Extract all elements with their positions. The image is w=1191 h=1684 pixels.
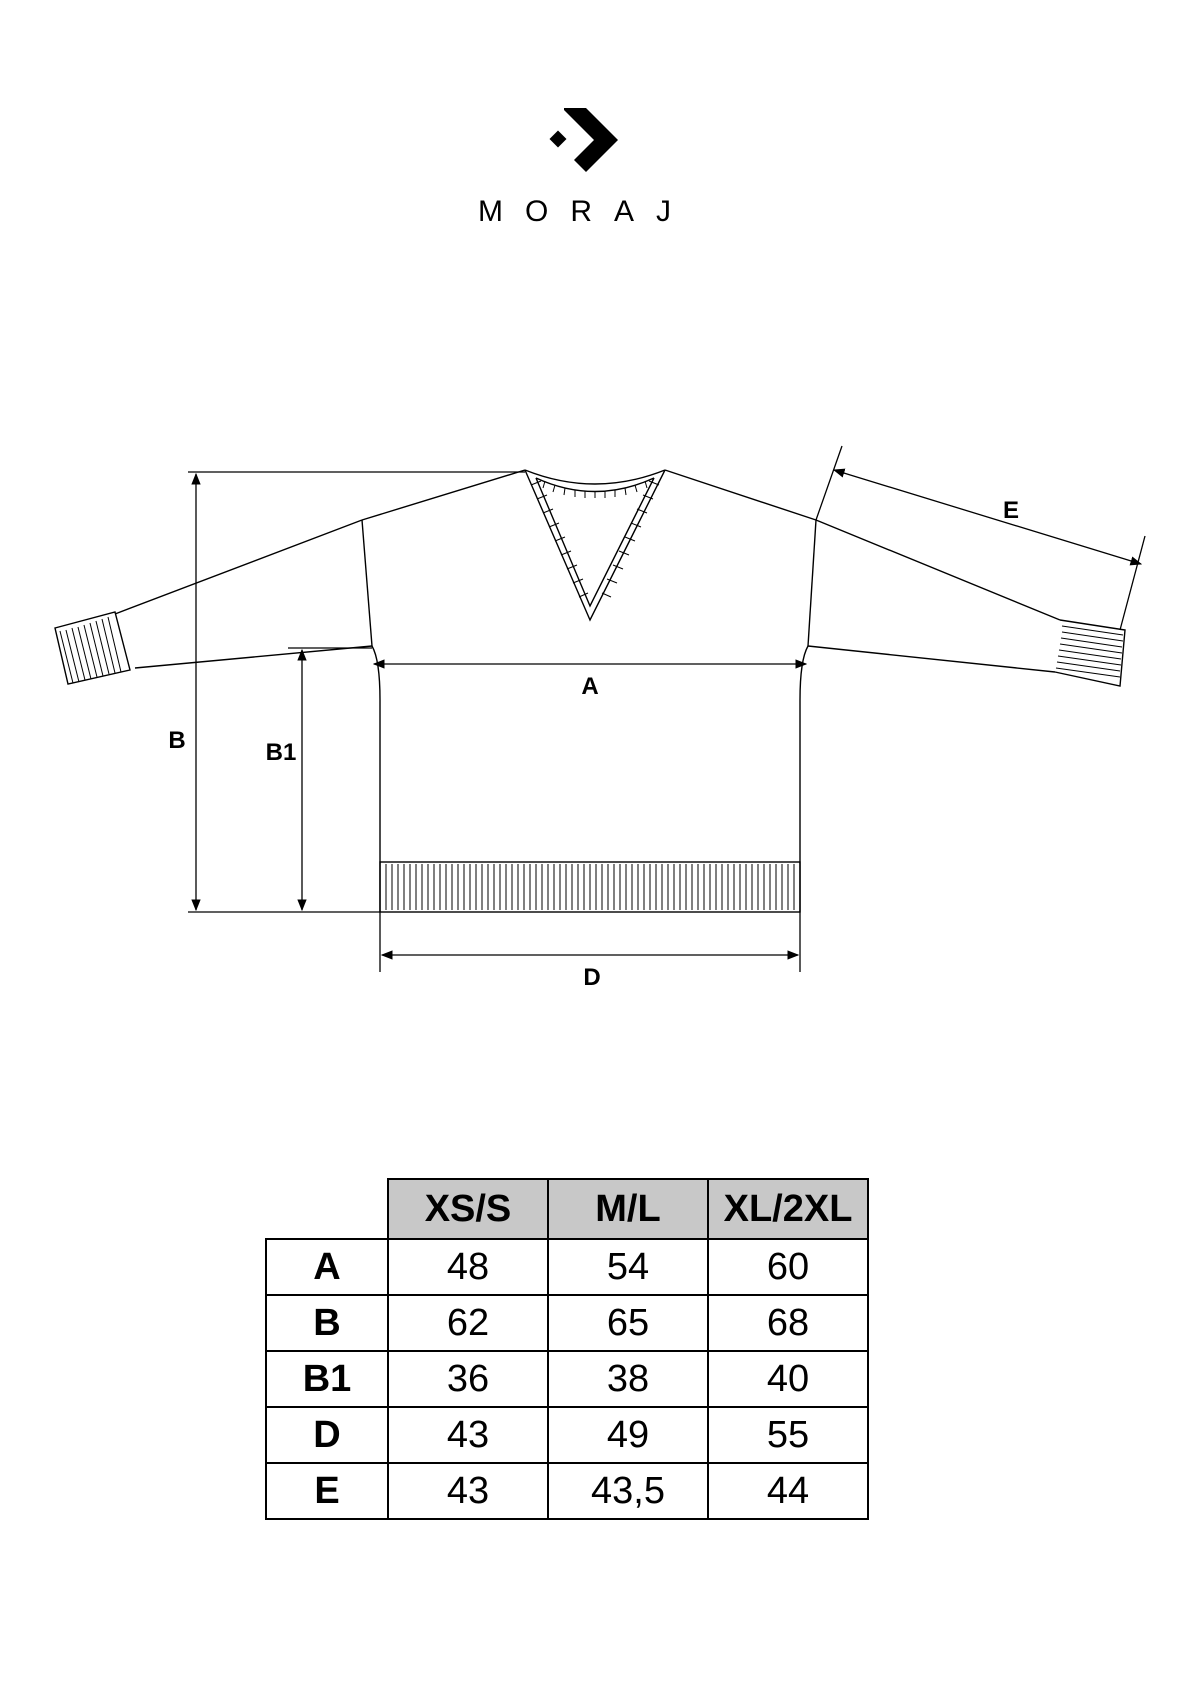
table-row xyxy=(266,1351,868,1407)
table-cell: 68 xyxy=(708,1295,868,1351)
table-cell: 54 xyxy=(548,1239,708,1295)
table-cell: 43 xyxy=(388,1407,548,1463)
dimension-label-b1: B1 xyxy=(265,739,297,766)
table-cell: 40 xyxy=(708,1351,868,1407)
brand-name: MORAJ xyxy=(478,195,693,228)
dimension-label-a: A xyxy=(581,673,599,700)
table-cell: 43,5 xyxy=(548,1463,708,1519)
dimension-e-extension-bottom xyxy=(1120,536,1145,630)
row-header: B1 xyxy=(266,1351,388,1407)
table-row xyxy=(266,1295,868,1351)
table-cell: 49 xyxy=(548,1407,708,1463)
size-table xyxy=(265,1178,869,1520)
column-header: XS/S xyxy=(388,1179,548,1239)
table-cell: 65 xyxy=(548,1295,708,1351)
table-cell: 44 xyxy=(708,1463,868,1519)
dimension-e-line xyxy=(834,470,1141,564)
column-header: XL/2XL xyxy=(708,1179,868,1239)
row-header: A xyxy=(266,1239,388,1295)
table-row xyxy=(266,1463,868,1519)
table-cell: 62 xyxy=(388,1295,548,1351)
table-cell: 43 xyxy=(388,1463,548,1519)
table-cell: 48 xyxy=(388,1239,548,1295)
column-header: M/L xyxy=(548,1179,708,1239)
table-cell: 55 xyxy=(708,1407,868,1463)
row-header: B xyxy=(266,1295,388,1351)
table-corner-cell xyxy=(266,1179,388,1239)
table-cell: 36 xyxy=(388,1351,548,1407)
dimension-label-b: B xyxy=(168,727,186,754)
table-cell: 60 xyxy=(708,1239,868,1295)
row-header: E xyxy=(266,1463,388,1519)
table-row xyxy=(266,1407,868,1463)
dimension-label-d: D xyxy=(583,964,601,991)
dimension-label-e: E xyxy=(1002,497,1020,524)
dimension-e-extension-top xyxy=(816,446,842,520)
table-row xyxy=(266,1239,868,1295)
table-header-row xyxy=(266,1179,868,1239)
row-header: D xyxy=(266,1407,388,1463)
table-cell: 38 xyxy=(548,1351,708,1407)
